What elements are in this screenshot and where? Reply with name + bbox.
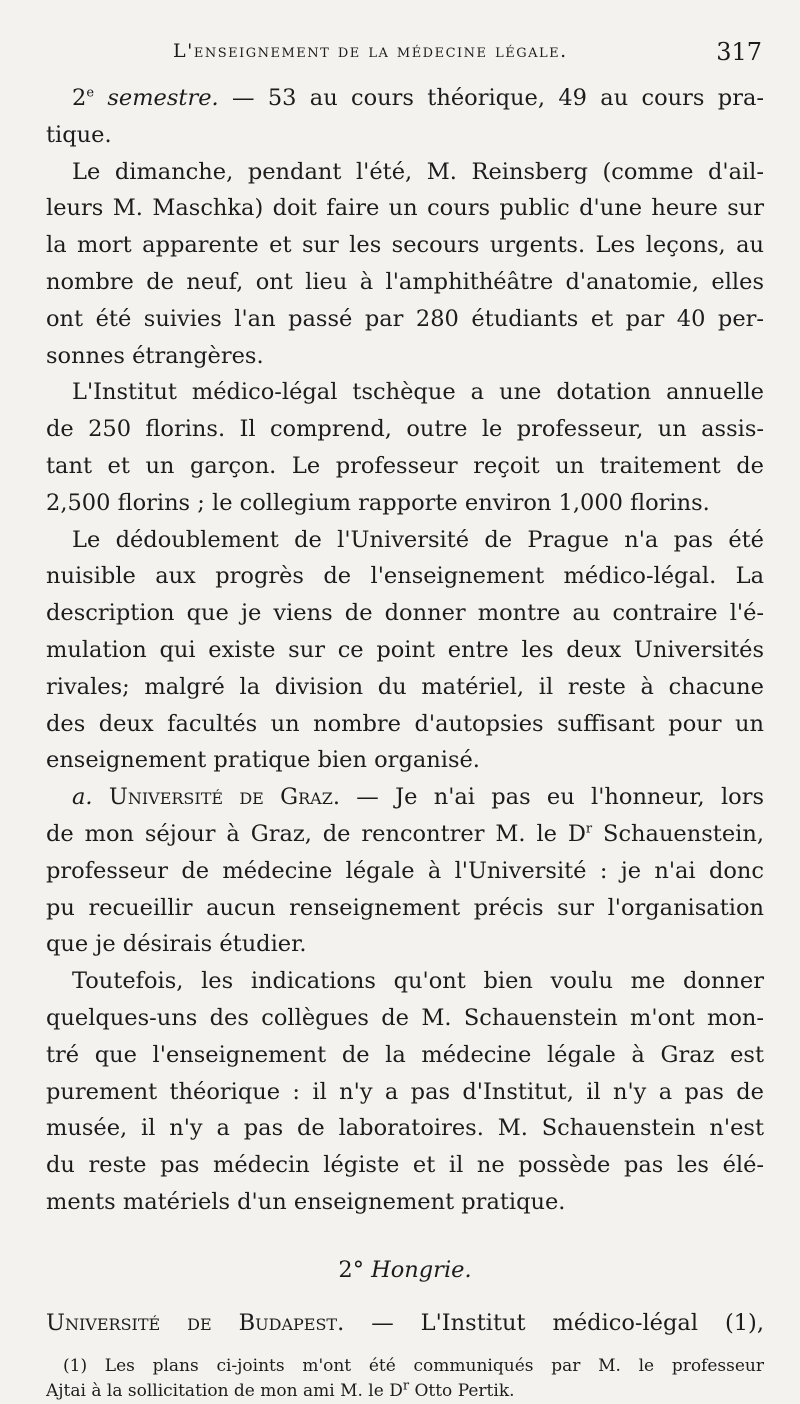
paragraph-line: quelques-uns des collègues de M. Schauenstein m'ont mon- [46,1004,764,1031]
paragraph-line: que je désirais étudier. [46,931,307,958]
paragraph-line: professeur de médecine légale à l'Université : je n'ai donc [46,857,764,884]
paragraph-line [46,779,764,816]
paragraph-line [46,1305,764,1342]
paragraph-line: sonnes étrangères. [46,342,264,369]
paragraph-line: tique. [46,121,112,148]
paragraph-line: Toutefois, les indications qu'ont bien voulu me donner [72,968,764,995]
paragraph-line: pu recueillir aucun renseignement précis sur l'organisation [46,894,764,921]
section-heading [46,1245,764,1295]
paragraph-line: rivales; malgré la division du matériel, il reste à chacune [46,673,764,700]
paragraph-line: purement théorique : il n'y a pas d'Institut, il n'y a pas de [46,1078,764,1105]
paragraph-line: de 250 florins. Il comprend, outre le professeur, un assis- [46,416,764,443]
running-title: L'enseignement de la médecine légale. [173,40,568,62]
paragraph-line: enseignement pratique bien organisé. [46,747,480,774]
paragraph-line: L'Institut médico-légal tschèque a une dotation annuelle [72,379,764,406]
paragraph-line: tant et un garçon. Le professeur reçoit un traitement de [46,452,764,479]
paragraph-line: du reste pas médecin légiste et il ne possède pas les élé- [46,1152,764,1179]
paragraph-line: la mort apparente et sur les secours urgents. Les leçons, au [46,232,764,259]
section-label: Université de Graz. [92,784,340,811]
superscript: e [86,85,95,101]
paragraph-line: description que je viens de donner montre au contraire l'é- [46,600,764,627]
ordinal: 2 [72,85,87,111]
paragraph-line [46,816,764,853]
paragraph-line: tré que l'enseignement de la médecine légale à Graz est [46,1041,764,1068]
page-number: 317 [716,38,762,66]
footnotes [46,1354,764,1404]
paragraph-line: musée, il n'y a pas de laboratoires. M. Schauenstein n'est [46,1115,764,1142]
text: Schauenstein, [592,820,764,847]
page-body [46,80,764,1404]
paragraph-line: Le dimanche, pendant l'été, M. Reinsberg (comme d'ail- [72,158,764,185]
paragraph-line: ments matériels d'un enseignement pratique. [46,1188,566,1215]
text: — L'Institut médico-légal (1), [344,1309,764,1336]
text: Otto Pertik. [409,1380,515,1401]
section-number: 2° [338,1256,364,1283]
superscript: r [402,1377,410,1393]
paragraph-line: mulation qui existe sur ce point entre les deux Universités [46,636,764,663]
paragraph-line: leurs M. Maschka) doit faire un cours public d'une heure sur [46,195,764,222]
footnote-line: (1) Les plans ci-joints m'ont été communiqués par M. le professeur [63,1355,764,1376]
text: de mon séjour à Graz, de rencontrer M. le D [46,820,586,847]
paragraph-line: Le dédoublement de l'Université de Prague n'a pas été [72,526,764,553]
paragraph-line: nombre de neuf, ont lieu à l'amphithéâtre d'anatomie, elles [46,268,764,295]
section-label: Université de Budapest. [46,1309,345,1336]
superscript: r [585,821,593,837]
paragraph-line [46,80,764,117]
footnote-line [46,1379,764,1404]
paragraph-line: ont été suivies l'an passé par 280 étudiants et par 40 per- [46,305,764,332]
section-title: Hongrie. [363,1256,472,1283]
text: — Je n'ai pas eu l'honneur, lors [340,784,764,811]
list-letter: a. [72,784,93,811]
running-header [48,38,762,70]
paragraph-line: nuisible aux progrès de l'enseignement médico-légal. La [46,563,764,590]
italic-text: semestre. [94,85,219,111]
paragraph-line: des deux facultés un nombre d'autopsies suffisant pour un [46,710,764,737]
text: Ajtai à la sollicitation de mon ami M. le D [46,1380,403,1401]
paragraph-line: 2,500 florins ; le collegium rapporte environ 1,000 florins. [46,489,710,516]
text: — 53 au cours théorique, 49 au cours pra- [218,85,764,111]
